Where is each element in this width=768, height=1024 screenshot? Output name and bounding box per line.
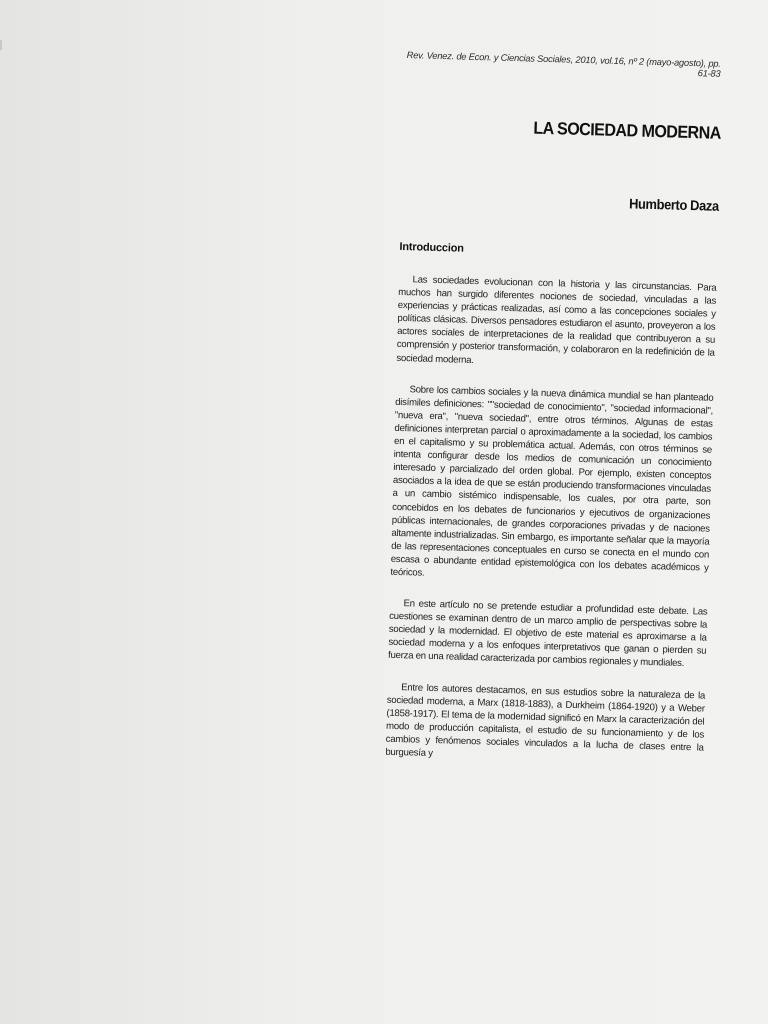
scan-edge-mark [0,40,2,50]
article-author: Humberto Daza [628,195,719,214]
article-title: LA SOCIEDAD MODERNA [533,117,722,143]
journal-reference: Rev. Venez. de Econ. y Ciencias Sociales, 2010, vol.16, nº 2 (mayo-agosto), pp. 61-83 [406,50,721,79]
paragraph-4: Entre los autores destacamos, en sus estudios sobre la naturaleza de la sociedad moderna, a Marx (1818-1883), a Durkheim (1864-1920) y a Weber (1858-1917). El tema de la modernidad significó en Marx la caracterización del modo de producción capitalista, el estudio de su funcionamiento y de los cambios y fenómenos sociales vinculados a la lucha de clases entre la burguesía y [385,681,706,760]
article-content [385,50,723,768]
paragraph-1: Las sociedades evolucionan con la historia y las circunstancias. Para muchos han surgido diferentes nociones de sociedad, vinculadas a las experiencias y prácticas realizadas, así como a las concepciones sociales y políticas clásicas. Diversos pensadores estudiaron el asunto, proveyeron a los actores sociales de interpretaciones de la realidad que contribuyeron a su comprensión y posterior transformación, y colaboraron en la redefinición de la sociedad moderna. [396,274,717,366]
paragraph-3: En este artículo no se pretende estudiar a profundidad este debate. Las cuestiones se examinan dentro de un marco amplio de perspectivas sobre la sociedad y la modernidad. El objetivo de este material es aproximarse a la sociedad moderna y a los enfoques interpretativos que ganan o pierden su fuerza en una realidad caracterizada por cambios regionales y mundiales. [387,598,708,670]
paragraph-2: Sobre los cambios sociales y la nueva dinámica mundial se han planteado disímiles definiciones: ""sociedad de conocimiento", "sociedad informacional", "nueva era", "nueva sociedad", entre otros términos. Algunas de estas definiciones interpretan parcial o aproximadamente a la sociedad, los cambios en el capitalismo y su problemática actual. Además, con otros términos se intenta configurar desde los medios de comunicación un conocimiento interesado y parcializado del orden global. Por ejemplo, existen conceptos asociados a la idea de que se están produciendo transformaciones vinculadas a un cambio sistémico indispensable, los cuales, por otra parte, son concebidos en los debates de funcionarios y ejecutivos de organizaciones públicas internacionales, de grandes corporaciones privadas y de naciones altamente industrializadas. Sin embargo, es importante señalar que la mayoría de las representaciones conceptuales en curso se conecta en el mundo con escasa o abundante entidad epistemológica con los debates académicos y teóricos. [390,383,714,579]
section-heading-introduccion: Introduccion [399,240,464,255]
